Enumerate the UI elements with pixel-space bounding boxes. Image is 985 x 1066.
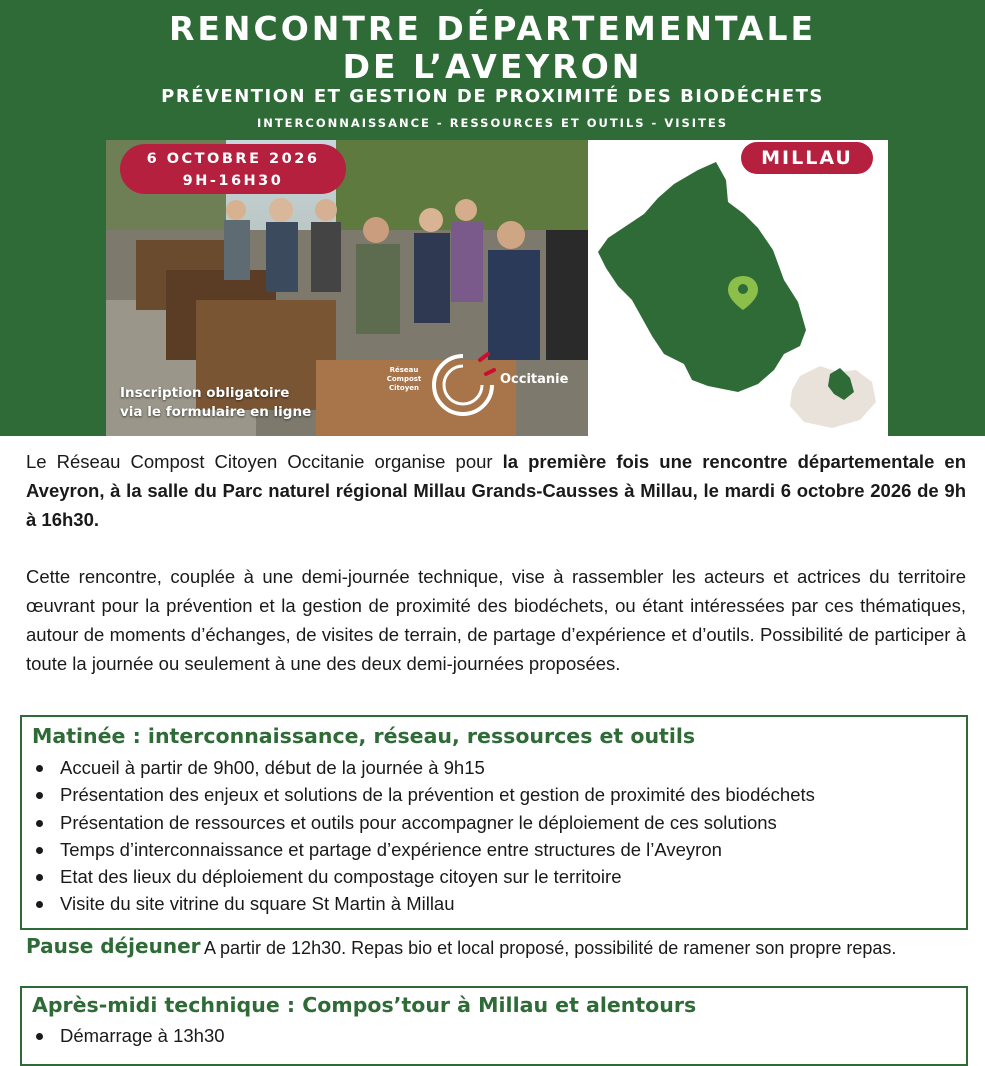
event-date-badge <box>120 144 346 194</box>
intro-paragraph-2: Cette rencontre, couplée à une demi-journée technique, vise à rassembler les acteurs et actrices du territoire œuvrant pour la prévention et la gestion de proximité des biodéchets, ou étant intéressées par ces thématiques, autour de moments d’échanges, de visites de terrain, de partage d’expérience et d’outils. Possibilité de participer à toute la journée ou seulement à une des deux demi-journées proposées. <box>26 566 966 674</box>
map-panel <box>588 140 888 436</box>
rcc-logo <box>376 350 586 420</box>
list-item: Temps d’interconnaissance et partage d’expérience entre structures de l’Aveyron <box>22 836 815 863</box>
intro-p1-plain: Le Réseau Compost Citoyen Occitanie organise pour <box>26 451 503 472</box>
afternoon-title: Après-midi technique : Compos’tour à Millau et alentours <box>32 993 697 1017</box>
list-item: Visite du site vitrine du square St Martin à Millau <box>22 890 815 917</box>
registration-note <box>120 384 311 422</box>
list-item: Présentation de ressources et outils pour accompagner le déploiement de ces solutions <box>22 809 815 836</box>
logo-text-1: Réseau <box>389 366 419 374</box>
event-date: 6 OCTOBRE 2026 <box>146 151 320 167</box>
page-title-line1: RENCONTRE DÉPARTEMENTALE <box>168 9 817 48</box>
list-item: Accueil à partir de 9h00, début de la journée à 9h15 <box>22 754 815 781</box>
page-tagline: INTERCONNAISSANCE - RESSOURCES ET OUTILS - VISITES <box>256 116 729 130</box>
list-item: Démarrage à 13h30 <box>22 1022 225 1049</box>
intro-paragraph-1 <box>26 447 966 534</box>
morning-program-box <box>20 715 968 930</box>
logo-text-2: Compost <box>386 375 422 383</box>
lunch-text: A partir de 12h30. Repas bio et local proposé, possibilité de ramener son propre repas. <box>204 938 897 958</box>
registration-line2: via le formulaire en ligne <box>120 404 312 420</box>
afternoon-program-box <box>20 986 968 1066</box>
event-photo <box>106 140 588 436</box>
event-hours: 9H-16H30 <box>182 173 284 189</box>
header-banner <box>0 0 985 436</box>
intro-p1-bold: la première fois une rencontre départementale en Aveyron, à la salle du Parc naturel régional Millau Grands-Causses à Millau, le mardi 6 octobre 2026 de 9h à 16h30. <box>26 451 966 530</box>
list-item: Présentation des enjeux et solutions de la prévention et gestion de proximité des biodéchets <box>22 781 815 808</box>
aveyron-map <box>588 140 888 436</box>
morning-title: Matinée : interconnaissance, réseau, ressources et outils <box>32 724 696 748</box>
page-subtitle: PRÉVENTION ET GESTION DE PROXIMITÉ DES BIODÉCHETS <box>161 86 824 107</box>
afternoon-list <box>22 1022 225 1049</box>
morning-list <box>22 754 815 918</box>
registration-line1: Inscription obligatoire <box>120 385 290 401</box>
aveyron-region-shape <box>598 162 806 392</box>
list-item: Etat des lieux du déploiement du compostage citoyen sur le territoire <box>22 863 815 890</box>
logo-region: Occitanie <box>500 372 569 387</box>
logo-text-3: Citoyen <box>389 384 419 392</box>
city-badge: MILLAU <box>741 142 873 174</box>
page-title-line2: DE L’AVEYRON <box>342 47 643 86</box>
lunch-label: Pause déjeuner <box>26 934 201 958</box>
rcc-logo-mark-icon <box>428 350 498 420</box>
